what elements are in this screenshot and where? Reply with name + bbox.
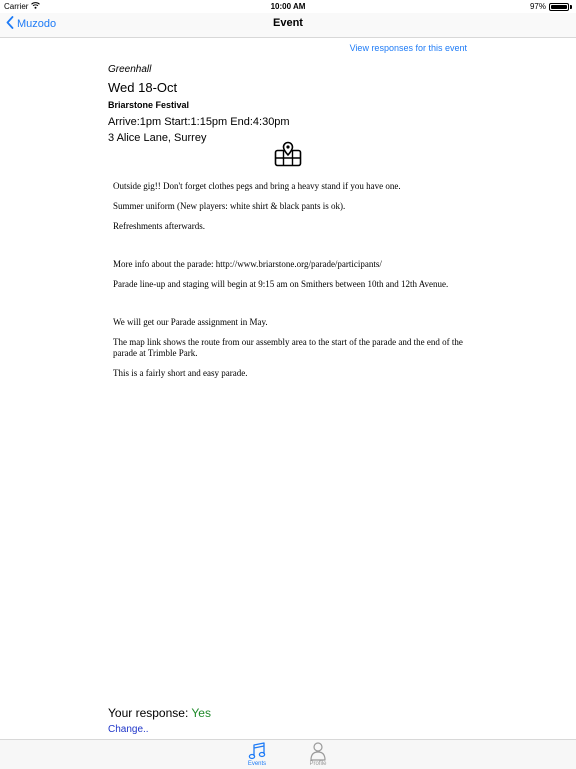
person-icon	[298, 741, 338, 761]
event-date: Wed 18-Oct	[108, 80, 178, 95]
event-address: 3 Alice Lane, Surrey	[108, 132, 207, 144]
tab-profile[interactable]	[298, 741, 338, 768]
tab-profile-label: Profile	[309, 761, 327, 767]
map-icon[interactable]	[273, 140, 303, 168]
battery-status	[530, 2, 572, 11]
event-notes	[113, 181, 473, 388]
carrier-label: Carrier	[4, 2, 29, 11]
note-paragraph: Parade line-up and staging will begin at 9:15 am on Smithers between 10th and 12th Avenue.	[113, 279, 449, 289]
spacer	[113, 241, 473, 259]
note-paragraph: This is a fairly short and easy parade.	[113, 368, 248, 378]
event-times: Arrive:1pm Start:1:15pm End:4:30pm	[108, 116, 290, 128]
spacer	[113, 299, 473, 317]
tab-events-label: Events	[247, 761, 267, 767]
page-title: Event	[273, 17, 303, 29]
back-button-label: Muzodo	[17, 18, 57, 30]
navigation-bar	[0, 13, 576, 38]
tab-bar	[0, 739, 576, 769]
note-paragraph: We will get our Parade assignment in May.	[113, 317, 268, 327]
battery-tip	[570, 5, 572, 9]
response-section	[108, 706, 211, 735]
response-line	[108, 706, 211, 720]
note-paragraph: Summer uniform (New players: white shirt & black pants is ok).	[113, 201, 346, 211]
battery-fill	[551, 5, 567, 9]
event-header	[108, 64, 468, 148]
battery-icon	[549, 3, 569, 11]
status-bar	[0, 0, 576, 13]
event-name: Briarstone Festival	[108, 100, 190, 110]
response-value: Yes	[191, 706, 211, 720]
response-label: Your response:	[108, 706, 189, 720]
note-paragraph: Refreshments afterwards.	[113, 221, 205, 231]
note-paragraph: The map link shows the route from our assembly area to the start of the parade and the end of the parade at Trimble Park.	[113, 337, 463, 358]
tab-events[interactable]	[237, 741, 277, 768]
note-paragraph: More info about the parade: http://www.briarstone.org/parade/participants/	[113, 259, 382, 269]
event-venue: Greenhall	[108, 64, 152, 75]
battery-percent: 97%	[529, 2, 546, 11]
status-time: 10:00 AM	[270, 2, 306, 11]
view-responses-link[interactable]: View responses for this event	[349, 43, 467, 53]
note-paragraph: Outside gig!! Don't forget clothes pegs and bring a heavy stand if you have one.	[113, 181, 401, 191]
music-note-icon	[237, 741, 277, 761]
change-response-link[interactable]: Change..	[108, 724, 149, 735]
